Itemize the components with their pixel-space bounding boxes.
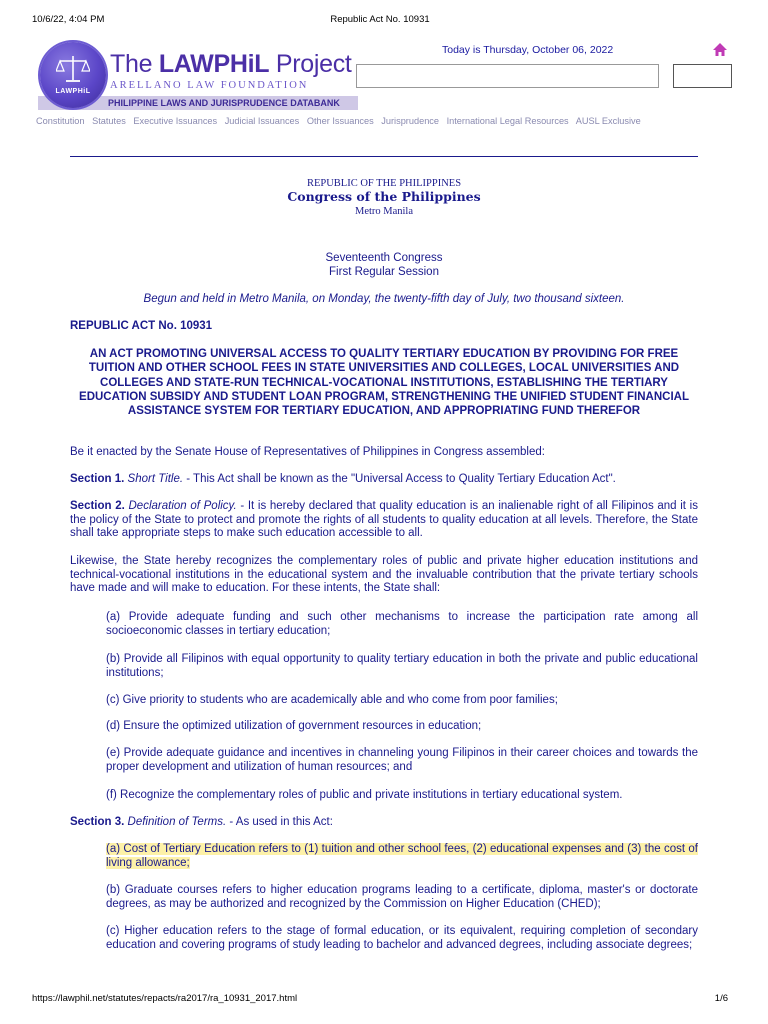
republic-heading: REPUBLIC OF THE PHILIPPINES	[306, 178, 462, 189]
print-title: Republic Act No. 10931	[330, 14, 430, 25]
print-footer	[32, 993, 728, 1007]
nav-constitution[interactable]: Constitution	[36, 116, 85, 126]
enacting-clause: Be it enacted by the Senate House of Representatives of Philippines in Congress assembled:	[70, 446, 545, 458]
likewise-paragraph: Likewise, the State hereby recognizes the complementary roles of public and private higher education institutions and technical-vocational institutions in the educational system and the invaluable contribution that the private tertiary schools have made and will make to education. For these intents, the State shall:	[70, 555, 698, 594]
policy-item: (c) Give priority to students who are academically able and who come from poor families;	[106, 694, 558, 706]
nav-jurisprudence[interactable]: Jurisprudence	[381, 116, 440, 126]
policy-item: (b) Provide all Filipinos with equal opportunity to quality tertiary education in both the private and public educational institutions;	[106, 653, 698, 679]
search-input[interactable]	[356, 64, 659, 88]
act-title: AN ACT PROMOTING UNIVERSAL ACCESS TO QUALITY TERTIARY EDUCATION BY PROVIDING FOR FREE TUITION AND OTHER SCHOOL FEES IN STATE UNIVERSITIES AND COLLEGES, LOCAL UNIVERSITIES AND COLLEGES AND STATE-RUN TECHNICAL-VOCATIONAL INSTITUTIONS, ESTABLISHING THE TERTIARY EDUCATION SUBSIDY AND STUDENT LOAN PROGRAM, STRENGTHENING THE UNIFIED STUDENT FINANCIAL ASSISTANCE SYSTEM FOR TERTIARY EDUCATION, AND APPROPRIATING FUND THEREFOR	[79, 348, 689, 418]
today-date: Today is Thursday, October 06, 2022	[442, 44, 614, 56]
section-3: Section 3. Definition of Terms. - As used in this Act:	[70, 816, 333, 828]
home-icon[interactable]	[712, 42, 728, 58]
nav-other-issuances[interactable]: Other Issuances	[306, 116, 374, 126]
definition-item: (c) Higher education refers to the stage of formal education, or its equivalent, requiring completion of secondary education and covering programs of study leading to bachelor and advanced degrees, including associate degrees;	[106, 925, 698, 951]
definition-item: (b) Graduate courses refers to higher education programs leading to a certificate, diploma, master's or doctorate degrees, as may be authorized and recognized by the Commission on Higher Education (CHED);	[106, 884, 698, 910]
session-name: First Regular Session	[329, 266, 439, 278]
act-number: REPUBLIC ACT No. 10931	[70, 320, 213, 332]
logo-title: The LAWPHiL Project	[110, 50, 352, 78]
page-number: 1/6	[714, 993, 728, 1004]
lawphil-logo[interactable]	[36, 40, 356, 116]
policy-item: (f) Recognize the complementary roles of public and private institutions in tertiary educational system.	[106, 789, 623, 801]
highlighted-definition: (a) Cost of Tertiary Education refers to (1) tuition and other school fees, (2) educational expenses and (3) the cost of living allowance;	[106, 843, 698, 869]
policy-item: (e) Provide adequate guidance and incentives in channeling young Filipinos in their career choices and towards the proper development and utilization of human resources; and	[106, 747, 698, 773]
print-header	[32, 14, 728, 28]
page-url: https://lawphil.net/statutes/repacts/ra2017/ra_10931_2017.html	[32, 993, 298, 1004]
section-1: Section 1. Short Title. - This Act shall be known as the "Universal Access to Quality Tertiary Education Act".	[70, 473, 616, 485]
metro-heading: Metro Manila	[354, 206, 414, 217]
main-nav	[36, 116, 728, 126]
divider	[70, 156, 698, 157]
policy-item: (a) Provide adequate funding and such other mechanisms to increase the participation rate among all socioeconomic classes in tertiary education;	[106, 611, 698, 637]
search-button[interactable]	[673, 64, 732, 88]
nav-statutes[interactable]: Statutes	[92, 116, 126, 126]
nav-ausl-exclusive[interactable]: AUSL Exclusive	[575, 116, 641, 126]
nav-executive-issuances[interactable]: Executive Issuances	[133, 116, 218, 126]
seal-text: LAWPHiL	[55, 88, 91, 95]
logo-subtitle: ARELLANO LAW FOUNDATION	[110, 80, 309, 91]
nav-judicial-issuances[interactable]: Judicial Issuances	[224, 116, 300, 126]
congress-heading: Congress of the Philippines	[287, 189, 481, 204]
policy-item: (d) Ensure the optimized utilization of government resources in education;	[106, 720, 482, 732]
lawphil-seal-icon	[40, 42, 106, 108]
congress-number: Seventeenth Congress	[325, 252, 443, 264]
logo-band: PHILIPPINE LAWS AND JURISPRUDENCE DATABANK	[38, 96, 358, 110]
begun-statement: Begun and held in Metro Manila, on Monday, the twenty-fifth day of July, two thousand sixteen.	[143, 293, 625, 305]
section-2: Section 2. Declaration of Policy. - It is hereby declared that quality education is an inalienable right of all Filipinos and it is the policy of the State to protect and promote the rights of all students to quality education at all levels. Therefore, the State shall take appropriate steps to make such education accessible to all.	[70, 500, 698, 539]
scales-of-justice-icon	[56, 54, 90, 84]
definition-item	[106, 843, 698, 870]
nav-international-legal-resources[interactable]: International Legal Resources	[446, 116, 569, 126]
print-datetime: 10/6/22, 4:04 PM	[32, 14, 105, 25]
